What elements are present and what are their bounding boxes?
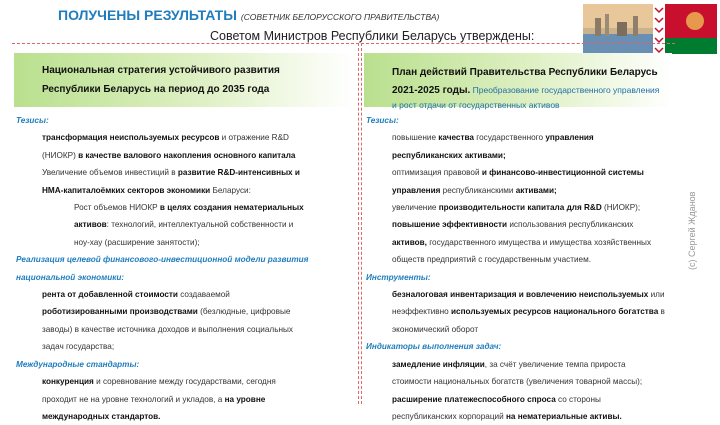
heading-theses: Тезисы: — [16, 116, 49, 125]
list-item: Увеличение объемов инвестиций в развитие R&D-интенсивных и — [42, 168, 300, 178]
list-item: проходит не на уровне технологий и укладов, а на уровне — [42, 394, 266, 404]
list-item: рента от добавленной стоимости создаваемой — [42, 290, 230, 300]
list-item: ноу-хау (расширение занятости); — [74, 237, 200, 247]
action-plan-panel — [361, 43, 675, 421]
list-item: неэффективно используемых ресурсов национального богатства в — [392, 307, 665, 317]
list-item: НМА-капиталоёмких секторов экономики Беларуси: — [42, 185, 251, 195]
list-item: оптимизация правовой и финансово-инвестиционной системы — [392, 168, 644, 178]
list-item: управления республиканскими активами; — [392, 185, 557, 195]
list-item: повышение эффективности использования республиканских — [392, 220, 634, 230]
list-item: задач государства; — [42, 342, 115, 352]
list-item: расширение платежеспособного спроса со стороны — [392, 394, 601, 404]
heading-standards: Международные стандарты: — [16, 359, 140, 369]
strategy-title-line1: Национальная стратегия устойчивого развития — [42, 65, 280, 76]
heading-model-cont: национальной экономики: — [16, 272, 125, 282]
page-title: ПОЛУЧЕНЫ РЕЗУЛЬТАТЫ (СОВЕТНИК БЕЛОРУССКОГО ПРАВИТЕЛЬСТВА) — [58, 7, 440, 23]
heading-kpi: Индикаторы выполнения задач: — [366, 342, 502, 352]
list-item: повышение качества государственного управления — [392, 133, 594, 143]
list-item: республиканских корпораций на нематериальные активы. — [392, 411, 622, 421]
copyright-text: (c) Сергей Жданов — [687, 191, 697, 270]
action-plan-banner — [364, 53, 672, 110]
heading-theses: Тезисы: — [366, 116, 399, 125]
strategy-title-line2: Республики Беларусь на период до 2035 года — [42, 84, 270, 95]
list-item: республиканских активами; — [392, 150, 506, 160]
strategy-content — [16, 112, 354, 425]
list-item: стоимости национальных богатств (увеличения товарной массы); — [392, 377, 643, 387]
list-item: увеличение производительности капитала для R&D (НИОКР); — [392, 203, 641, 213]
list-item: заводы) в качестве источника доходов и выполнения социальных — [42, 324, 293, 334]
title-note: (СОВЕТНИК БЕЛОРУССКОГО ПРАВИТЕЛЬСТВА) — [240, 12, 440, 22]
list-item: активов: технологий, интеллектуальной собственности и — [74, 220, 294, 230]
heading-model: Реализация целевой финансового-инвестиционной модели развития — [16, 255, 309, 265]
plan-title-line2: 2021-2025 годы. Преобразование государственного управления — [392, 85, 660, 96]
page-subtitle: Советом Министров Республики Беларусь утверждены: — [210, 29, 535, 43]
list-item: обществ предприятий с государственным участием. — [392, 255, 592, 265]
list-item: конкуренция и соревнование между государствами, сегодня — [42, 377, 276, 387]
heading-tools: Инструменты: — [366, 272, 431, 282]
plan-title-line3: и рост отдачи от государственных активов — [392, 100, 560, 110]
list-item: (НИОКР) в качестве валового накопления основного капитала — [42, 150, 296, 160]
action-plan-content — [366, 112, 671, 425]
list-item: безналоговая инвентаризация и вовлечению неиспользуемых или — [392, 290, 665, 300]
list-item: трансформация неиспользуемых ресурсов и отражение R&D — [42, 133, 289, 143]
plan-title-line1: План действий Правительства Республики Беларусь — [392, 67, 658, 78]
strategy-banner — [14, 53, 354, 107]
strategy-panel — [12, 43, 359, 421]
list-item: международных стандартов. — [42, 411, 161, 421]
list-item: экономический оборот — [392, 324, 479, 334]
list-item: Рост объемов НИОКР в целях создания нематериальных — [74, 203, 304, 213]
list-item: замедление инфляции, за счёт увеличение темпа прироста — [392, 359, 626, 369]
list-item: роботизированными производствами (безлюдные, цифровые — [42, 307, 291, 317]
list-item: активов, государственного имущества и имущества хозяйственных — [392, 237, 652, 247]
